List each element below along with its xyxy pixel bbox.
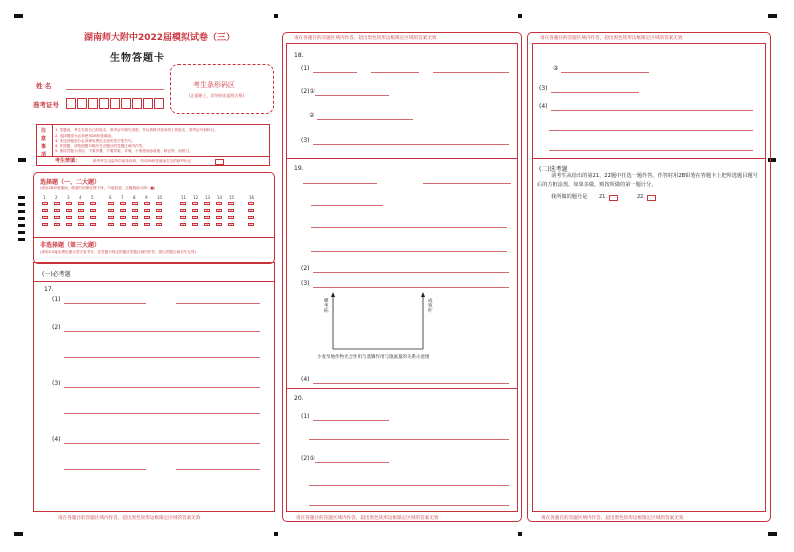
answer-bubble[interactable]: C [229,216,233,220]
answer-line[interactable] [551,92,639,93]
answer-bubble[interactable]: B [67,209,71,213]
diagram-caption: 小麦旱地作物光合作用与蒸腾作用与施氮量的关系示意图 [317,355,430,360]
answer-line[interactable] [549,130,753,131]
answer-bubble[interactable]: B [109,209,113,213]
answer-line[interactable] [176,303,260,304]
top-warning: 请在各题目的答题区域内作答，超出黑色矩形边框限定区域的答案无效 [540,36,683,41]
answer-bubble[interactable]: D [205,223,209,227]
question-number: 19. [294,165,304,172]
note-item: 3. 非选择题部分必须使用黑色字迹的签字笔书写。 [55,139,136,143]
answer-bubble[interactable]: D [67,223,71,227]
question-number-label: 15 [229,195,235,200]
answer-bubble[interactable]: A [133,202,137,206]
answer-line[interactable] [64,413,260,414]
notes-label: 注意事项 [41,128,47,158]
answer-line[interactable] [64,387,260,388]
part-label: (2) [52,324,61,331]
part-label: (2)① [301,88,315,95]
answer-bubble[interactable]: B [249,209,253,213]
answer-bubble[interactable]: B [121,209,125,213]
answer-bubble[interactable]: A [109,202,113,206]
answer-line[interactable] [313,272,509,273]
answer-bubble[interactable]: C [217,216,221,220]
name-field[interactable] [66,89,164,90]
part-label: (4) [539,103,548,110]
timing-mark [768,14,777,18]
exam-title: 湖南师大附中2022届模拟试卷（三） [84,33,236,43]
answer-bubble[interactable]: C [249,216,253,220]
part-label: (2)① [301,455,315,462]
answer-line[interactable] [64,303,146,304]
choice-hint: (请用2B铅笔填涂，修改时用橡皮擦干净，不留痕迹，正确填涂示例：■) [40,186,156,190]
question-number: 17. [44,286,54,293]
answer-line[interactable] [561,72,649,73]
answer-line[interactable] [313,383,509,384]
q20-answer-area [286,388,518,512]
answer-bubble[interactable]: C [109,216,113,220]
barcode-area [170,64,274,114]
answer-bubble[interactable]: B [55,209,59,213]
question-number: 18. [294,52,304,59]
question-number-label: 2 [55,195,58,200]
timing-mark [14,14,23,18]
note-item: 2. 选择题部分必须使用2B铅笔填涂。 [55,134,115,138]
part-label: (3) [52,380,61,387]
section-required: (一)必考题 [42,271,71,278]
question-number-label: 7 [121,195,124,200]
notes-box [36,124,270,166]
optional-answer-area [532,158,766,512]
answer-line[interactable] [311,205,383,206]
answer-bubble[interactable]: B [181,209,185,213]
option-21-box[interactable] [609,195,618,201]
timing-mark [18,158,26,162]
timing-mark [518,14,522,18]
answer-bubble[interactable]: D [79,223,83,227]
diagram-left-label: 横坐标 [324,299,329,314]
answer-bubble[interactable]: D [193,223,197,227]
answer-bubble[interactable]: A [55,202,59,206]
answer-bubble[interactable]: D [157,223,161,227]
answer-line[interactable] [64,443,260,444]
option-21-label: 21. [599,194,607,200]
timing-mark [274,532,278,536]
question-number-label: 10 [157,195,163,200]
answer-line[interactable] [313,144,509,145]
question-number-label: 3 [67,195,70,200]
answer-bubble[interactable]: D [249,223,253,227]
note-item: 5. 保持答题卡清洁，不要折叠、不要弄破、弄皱，不准使用涂改液、修正带、刮纸刀。 [55,149,193,153]
answer-bubble[interactable]: B [91,209,95,213]
answer-bubble[interactable]: A [79,202,83,206]
answer-bubble[interactable]: A [229,202,233,206]
barcode-hint: (正面朝上，切勿贴出虚线方框) [189,93,245,98]
answer-bubble[interactable]: A [181,202,185,206]
part-label: (1) [301,413,310,420]
part-label: (1) [52,296,61,303]
answer-line[interactable] [313,72,357,73]
answer-bubble[interactable]: C [55,216,59,220]
answer-line[interactable] [423,183,511,184]
choice-title: 选择题（一、二大题） [40,179,101,186]
answer-bubble[interactable]: A [91,202,95,206]
answer-line[interactable] [309,505,509,506]
answer-bubble[interactable]: C [91,216,95,220]
answer-line[interactable] [317,119,413,120]
part-label: (3) [301,280,310,287]
answer-bubble[interactable]: D [55,223,59,227]
section-optional: (二)选考题 [539,166,568,173]
question-number: 20. [294,395,304,402]
part-label: ② [309,112,315,119]
answer-line[interactable] [371,72,419,73]
question-number-label: 13 [205,195,211,200]
answer-bubble[interactable]: D [109,223,113,227]
answer-line[interactable] [309,439,509,440]
answer-bubble[interactable]: D [91,223,95,227]
answer-bubble[interactable]: A [193,202,197,206]
q18-answer-area [286,43,518,159]
bottom-warning: 请在各题目的答题区域内作答，超出黑色矩形边框限定区域的答案无效 [296,516,439,521]
answer-bubble[interactable]: C [79,216,83,220]
answer-bubble[interactable]: B [157,209,161,213]
card-title: 生物答题卡 [110,53,165,64]
answer-line[interactable] [549,150,753,151]
note-item: 1. 答题前，考生先将自己的姓名、准考证号填写清楚，并认真核对条形码上的姓名、准考证号和科目。 [55,128,218,132]
forbidden-label: 考生禁填： [55,158,81,164]
answer-bubble[interactable]: D [43,223,47,227]
forbidden-text: 缺考考生由监考员贴条形码，并用2B铅笔填涂右边的缺考标记 [93,159,192,163]
diagram-right-label: 成熟叶 [428,299,433,314]
answer-bubble[interactable]: B [193,209,197,213]
answer-line[interactable] [64,331,260,332]
answer-line[interactable] [313,420,389,421]
timing-mark [14,532,23,536]
answer-line[interactable] [315,95,389,96]
answer-line[interactable] [315,462,389,463]
choice-label: 我所做的题号是 [551,194,588,200]
answer-bubble[interactable]: B [43,209,47,213]
exam-no-label: 准考证号 [33,101,59,109]
part-label: (4) [52,436,61,443]
answer-bubble[interactable]: C [157,216,161,220]
answer-bubble[interactable]: C [193,216,197,220]
part-label: (3) [539,85,548,92]
part-label: ② [553,65,559,72]
answer-bubble[interactable]: C [145,216,149,220]
answer-bubble[interactable]: B [79,209,83,213]
bottom-warning: 请在各题目的答题区域内作答，超出黑色矩形边框限定区域的答案无效 [541,516,684,521]
question-number-label: 9 [145,195,148,200]
note-item: 4. 作图题，请按照题号顺序在各题目的答题区域内作答。 [55,144,146,148]
answer-bubble[interactable]: A [217,202,221,206]
answer-line[interactable] [313,287,509,288]
bottom-warning: 请在各题目的答题区域内作答，超出黑色矩形边框限定区域的答案无效 [58,516,201,521]
answer-line[interactable] [311,251,507,252]
answer-bubble[interactable]: A [205,202,209,206]
q17-answer-area [33,262,275,512]
answer-bubble[interactable]: C [67,216,71,220]
answer-line[interactable] [309,485,509,486]
answer-bubble[interactable]: D [133,223,137,227]
answer-line[interactable] [303,183,377,184]
option-22-label: 22. [637,194,645,200]
answer-bubble[interactable]: D [217,223,221,227]
timing-mark [768,532,777,536]
answer-bubble[interactable]: A [67,202,71,206]
answer-bubble[interactable]: B [205,209,209,213]
answer-line[interactable] [64,469,146,470]
answer-bubble[interactable]: B [229,209,233,213]
answer-bubble[interactable]: C [121,216,125,220]
answer-bubble[interactable]: D [121,223,125,227]
answer-bubble[interactable]: A [157,202,161,206]
optional-instructions: 请考生从给出的第21、22题中任选一题作答。作答时用2B铅笔在答题卡上把所选题目题号后的方框涂黑。如果多做，则按所做的第一题计分。 [537,173,758,188]
nonchoice-title: 非选择题（第三大题） [40,242,101,249]
timing-mark [274,14,278,18]
answer-bubble[interactable]: B [145,209,149,213]
absent-mark-box[interactable] [215,159,224,165]
answer-bubble[interactable]: C [133,216,137,220]
answer-bubble[interactable]: C [43,216,47,220]
choice-panel [33,172,275,264]
answer-bubble[interactable]: D [229,223,233,227]
q20-continued-area [532,43,766,159]
answer-line[interactable] [176,469,260,470]
answer-bubble[interactable]: A [145,202,149,206]
option-22-box[interactable] [647,195,656,201]
answer-bubble[interactable]: A [121,202,125,206]
timing-mark [518,532,522,536]
diagram-axes [325,291,435,353]
nonchoice-hint: (请用0.5毫米黑色墨水签字笔书写，在答题卡规定的题目答题区域内作答，超出答题区域书写无效) [40,250,196,254]
part-label: (1) [301,65,310,72]
answer-line[interactable] [64,357,260,358]
answer-bubble[interactable]: B [217,209,221,213]
answer-bubble[interactable]: C [181,216,185,220]
top-warning: 请在各题目的答题区域内作答，超出黑色矩形边框限定区域的答案无效 [294,36,437,41]
answer-bubble[interactable]: D [181,223,185,227]
answer-bubble[interactable]: A [43,202,47,206]
answer-line[interactable] [551,110,753,111]
question-number-label: 5 [91,195,94,200]
question-number-label: 16 [249,195,255,200]
part-label: (4) [301,376,310,383]
answer-bubble[interactable]: C [205,216,209,220]
answer-bubble[interactable]: A [249,202,253,206]
question-number-label: 11 [181,195,187,200]
name-label: 姓 名 [36,82,52,90]
question-number-label: 4 [79,195,82,200]
question-number-label: 8 [133,195,136,200]
answer-bubble[interactable]: B [133,209,137,213]
barcode-title: 考生条形码区 [193,81,235,89]
answer-bubble[interactable]: D [145,223,149,227]
answer-line[interactable] [311,227,507,228]
question-number-label: 6 [109,195,112,200]
part-label: (3) [301,137,310,144]
q19-answer-area [286,158,518,389]
question-number-label: 1 [43,195,46,200]
part-label: (2) [301,265,310,272]
question-number-label: 14 [217,195,223,200]
question-number-label: 12 [193,195,199,200]
answer-line[interactable] [433,72,509,73]
